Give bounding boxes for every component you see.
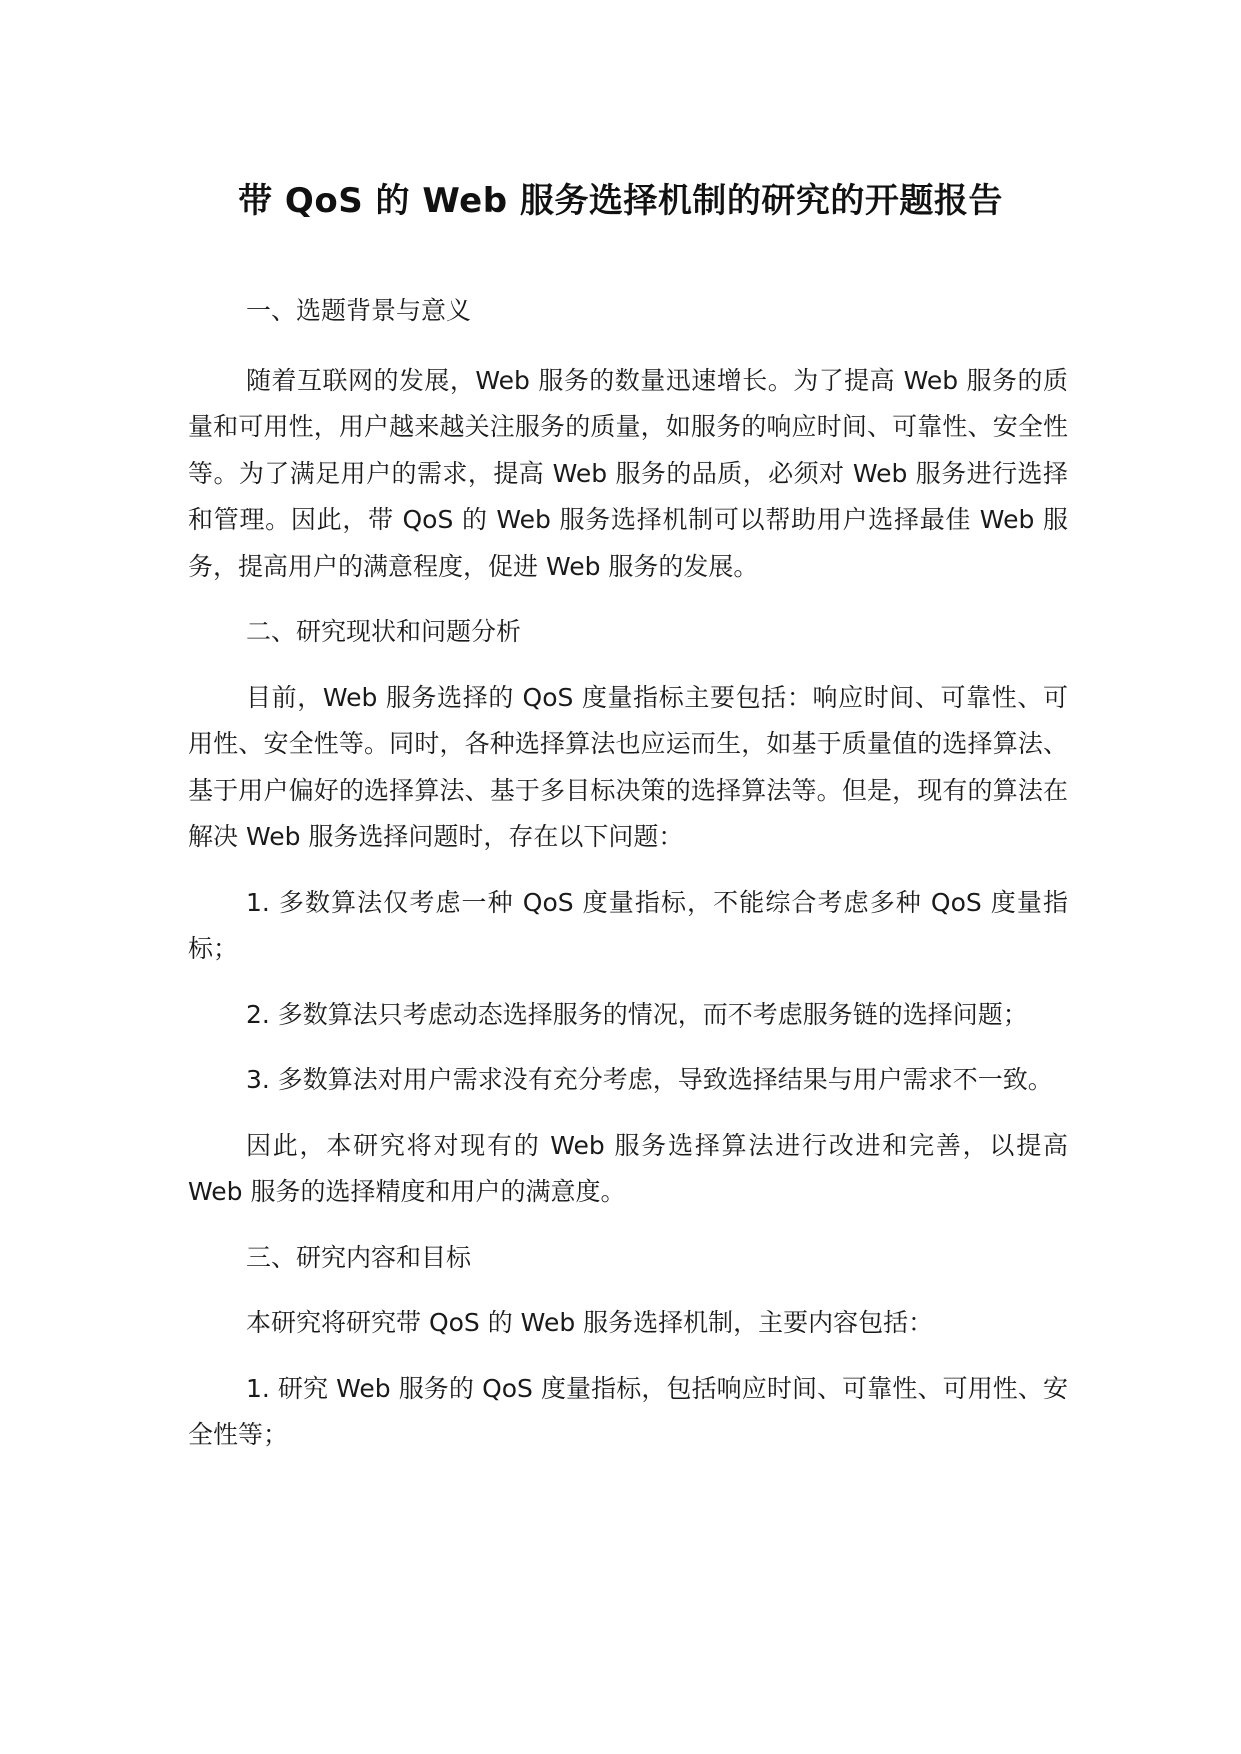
section-heading-content: 三、研究内容和目标 (246, 1242, 472, 1272)
list-item-problem-1: 1. 多数算法仅考虑一种 QoS 度量指标，不能综合考虑多种 QoS 度量指标； (188, 887, 1068, 963)
list-item-problem-3: 3. 多数算法对用户需求没有充分考虑，导致选择结果与用户需求不一致。 (246, 1065, 1053, 1094)
document-body (188, 288, 1068, 1478)
paragraph-content-intro: 本研究将研究带 QoS 的 Web 服务选择机制，主要内容包括： (246, 1308, 934, 1337)
list-item-content-1: 1. 研究 Web 服务的 QoS 度量指标，包括响应时间、可靠性、可用性、安全性等； (188, 1373, 1068, 1449)
paragraph-background: 随着互联网的发展，Web 服务的数量迅速增长。为了提高 Web 服务的质量和可用性，用户越来越关注服务的质量，如服务的响应时间、可靠性、安全性等。为了满足用户的需求，提高 Web 服务的品质，必须对 Web 服务进行选择和管理。因此，带 QoS 的 Web 服务选择机制可以帮助用户选择最佳 Web 服务，提高用户的满意程度，促进 Web 服务的发展。 (188, 365, 1068, 581)
list-item-problem-2: 2. 多数算法只考虑动态选择服务的情况，而不考虑服务链的选择问题； (246, 999, 1028, 1029)
paragraph-conclusion: 因此，本研究将对现有的 Web 服务选择算法进行改进和完善，以提高 Web 服务的选择精度和用户的满意度。 (188, 1130, 1068, 1206)
document-title: 带 QoS 的 Web 服务选择机制的研究的开题报告 (238, 181, 1003, 221)
paragraph-status: 目前，Web 服务选择的 QoS 度量指标主要包括：响应时间、可靠性、可用性、安全性等。同时，各种选择算法也应运而生，如基于质量值的选择算法、基于用户偏好的选择算法、基于多目标决策的选择算法等。但是，现有的算法在解决 Web 服务选择问题时，存在以下问题： (188, 682, 1068, 851)
section-heading-status: 二、研究现状和问题分析 (246, 617, 522, 646)
section-heading-background: 一、选题背景与意义 (246, 296, 472, 325)
